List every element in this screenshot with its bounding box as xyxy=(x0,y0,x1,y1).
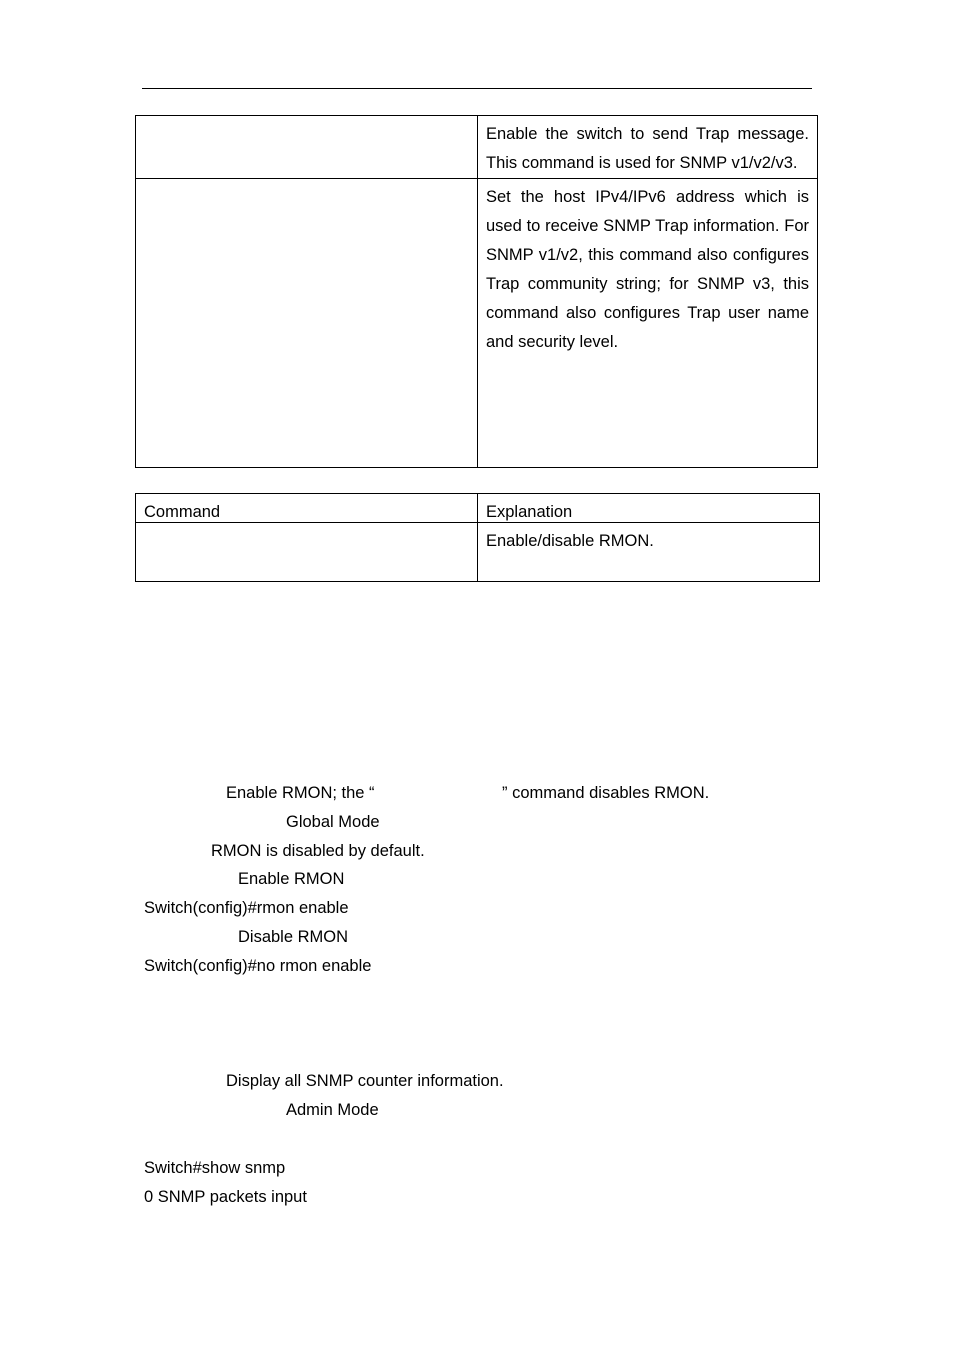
table-row xyxy=(136,523,820,582)
rmon-command-mode: Global Mode xyxy=(286,813,380,831)
command-cell xyxy=(136,116,478,179)
table-row xyxy=(136,116,818,179)
explanation-cell: Set the host IPv4/IPv6 address which is used to receive SNMP Trap information. For SNMP v1/v2, this command also configures Trap community string; for SNMP v3, this command also configures Trap user name and security level. xyxy=(478,179,818,468)
explanation-header: Explanation xyxy=(478,494,820,523)
table-row xyxy=(136,179,818,468)
table-header-row xyxy=(136,494,820,523)
trap-command-table xyxy=(135,115,818,468)
command-cell xyxy=(136,523,478,582)
rmon-example1-cmd: Switch(config)#rmon enable xyxy=(144,899,349,917)
rmon-example2-desc: Disable RMON xyxy=(238,928,349,946)
explanation-cell: Enable the switch to send Trap message. This command is used for SNMP v1/v2/v3. xyxy=(478,116,818,179)
rmon-example1-desc: Enable RMON xyxy=(238,870,345,888)
rmon-function-text-start: Enable RMON; the “ xyxy=(226,784,375,802)
snmp-example-cmd: Switch#show snmp xyxy=(144,1159,286,1177)
snmp-function-text: Display all SNMP counter information. xyxy=(226,1072,504,1090)
snmp-output-line: 0 SNMP packets input xyxy=(144,1188,307,1206)
rmon-default: RMON is disabled by default. xyxy=(211,842,425,860)
rmon-function-text-end: ” command disables RMON. xyxy=(502,784,710,802)
command-cell xyxy=(136,179,478,468)
command-header: Command xyxy=(136,494,478,523)
header-rule xyxy=(142,88,812,89)
explanation-cell: Enable/disable RMON. xyxy=(478,523,820,582)
rmon-command-table xyxy=(135,493,820,582)
rmon-example2-cmd: Switch(config)#no rmon enable xyxy=(144,957,372,975)
snmp-command-mode: Admin Mode xyxy=(286,1101,379,1119)
